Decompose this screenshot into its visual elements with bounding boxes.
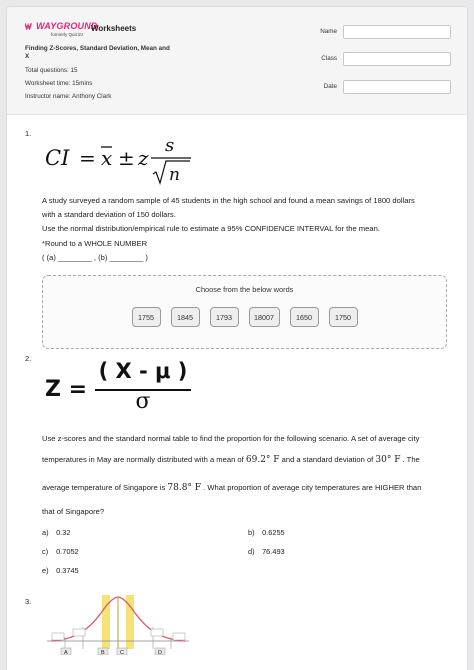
q2-line: Use z-scores and the standard normal table to find the proportion for the following scenario. A set of average city <box>42 434 420 443</box>
option-value: 0.32 <box>56 528 71 537</box>
instructor-name: Instructor name: Anthony Clark <box>25 93 112 100</box>
word-chip[interactable]: 1793 <box>210 307 239 327</box>
answer-option[interactable] <box>42 547 79 556</box>
logo-icon <box>25 22 34 30</box>
curve-label: D <box>158 650 162 655</box>
option-label: d) <box>248 547 255 556</box>
q1-line: A study surveyed a random sample of 45 students in the high school and found a mean savings of 1800 dollars <box>42 196 415 205</box>
question-number: 1. <box>25 129 32 138</box>
worksheet-time: Worksheet time: 15mins <box>25 80 93 87</box>
z-formula-lhs: Z = <box>45 377 88 402</box>
answer-option[interactable] <box>42 528 70 537</box>
word-chip[interactable]: 1845 <box>171 307 200 327</box>
word-chip[interactable]: 1755 <box>132 307 161 327</box>
sd-value: 30° F <box>375 455 401 465</box>
q1-line: *Round to a WHOLE NUMBER <box>42 238 148 248</box>
word-bank <box>42 275 447 349</box>
date-label: Date <box>323 83 337 90</box>
date-field[interactable] <box>343 80 451 94</box>
question-1-text <box>42 194 447 265</box>
q1-line: Use the normal distribution/empirical rule to estimate a 95% CONFIDENCE INTERVAL for the mean. <box>42 224 380 234</box>
option-label: b) <box>248 528 255 537</box>
worksheet-title: Finding Z-Scores, Standard Deviation, Mean and X <box>25 45 170 60</box>
q2-text: temperatures in May are normally distributed with a mean of <box>42 455 244 464</box>
q2-text: that of Singapore? <box>42 507 105 516</box>
question-2-text <box>42 432 447 445</box>
q1-answer-blanks[interactable]: ( (a) ________ , (b) ________ ) <box>42 252 148 262</box>
svg-text:n: n <box>169 165 180 185</box>
svg-text:z: z <box>138 146 149 170</box>
svg-text:CI: CI <box>45 146 70 170</box>
option-label: e) <box>42 566 49 575</box>
answer-option[interactable] <box>42 566 79 575</box>
worksheet-header <box>7 7 467 115</box>
option-label: c) <box>42 547 49 556</box>
singapore-value: 78.8° F <box>167 483 202 493</box>
q2-text: and a standard deviation of <box>281 455 374 464</box>
word-bank-title: Choose from the below words <box>195 285 294 294</box>
z-formula-denominator: σ <box>135 389 151 414</box>
q2-line-2 <box>42 451 447 469</box>
q2-text: . The <box>402 455 420 464</box>
brand-logo <box>25 21 98 37</box>
answer-option[interactable] <box>248 547 285 556</box>
q2-text: average temperature of Singapore is <box>42 483 166 492</box>
z-score-formula <box>45 361 195 421</box>
answer-option[interactable] <box>248 528 285 537</box>
curve-label: C <box>120 650 124 655</box>
svg-text:±: ± <box>118 146 135 170</box>
curve-label: A <box>64 650 68 655</box>
q2-text: . What proportion of average city temperatures are HIGHER than <box>203 483 422 492</box>
svg-text:x: x <box>101 146 113 170</box>
option-value: 0.6255 <box>262 528 285 537</box>
option-value: 0.7052 <box>56 547 79 556</box>
word-chip[interactable]: 18007 <box>249 307 280 327</box>
option-value: 0.3745 <box>56 566 79 575</box>
question-number: 2. <box>25 354 32 363</box>
mean-value: 69.2° F <box>245 455 280 465</box>
confidence-interval-formula <box>41 131 201 187</box>
total-questions: Total questions: 15 <box>25 67 78 74</box>
word-chip[interactable]: 1750 <box>329 307 358 327</box>
q1-line: with a standard deviation of 150 dollars. <box>42 210 176 220</box>
curve-label: B <box>101 650 105 655</box>
option-value: 76.493 <box>262 547 285 556</box>
question-number: 3. <box>25 597 32 606</box>
logo-subtitle: formerly Quizizz <box>51 32 84 37</box>
q2-line-3 <box>42 479 447 497</box>
normal-distribution-diagram <box>43 593 193 655</box>
option-label: a) <box>42 528 49 537</box>
logo-text: WAYGROUND <box>36 21 98 31</box>
svg-text:s: s <box>165 135 175 156</box>
z-formula-numerator: ( X - μ ) <box>98 359 188 383</box>
word-chip[interactable]: 1650 <box>290 307 319 327</box>
class-label: Class <box>321 55 337 62</box>
section-label: Worksheets <box>91 24 137 33</box>
worksheet-page <box>6 6 468 670</box>
name-field[interactable] <box>343 25 451 39</box>
class-field[interactable] <box>343 52 451 66</box>
q2-line-4 <box>42 505 447 518</box>
name-label: Name <box>320 28 337 35</box>
svg-text:=: = <box>79 146 96 170</box>
